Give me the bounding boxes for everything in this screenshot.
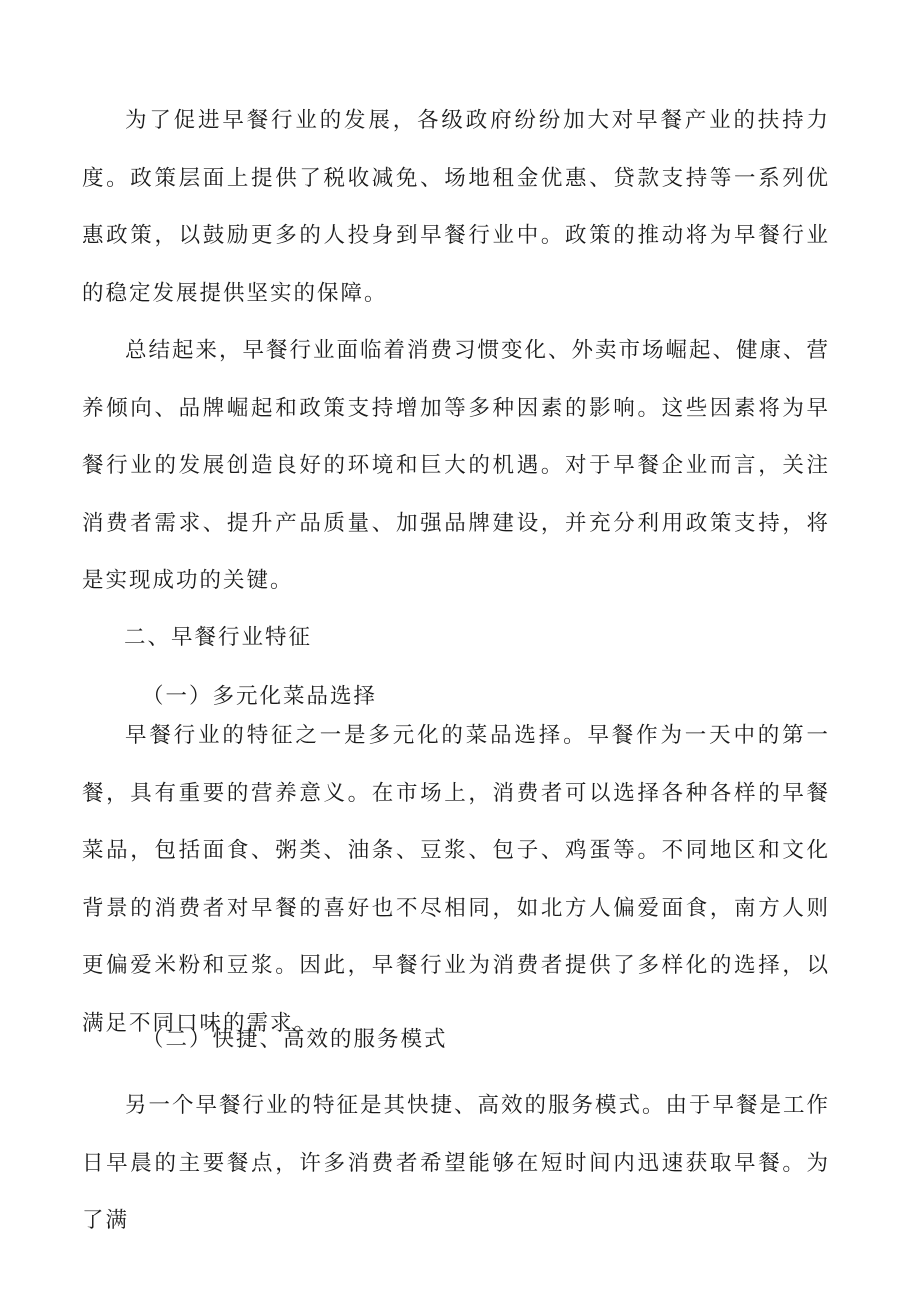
paragraph-fast-service: 另一个早餐行业的特征是其快捷、高效的服务模式。由于早餐是工作日早晨的主要餐点，许多消费者希望能够在短时间内迅速获取早餐。为了满 xyxy=(82,1093,831,1233)
subsection-heading-fast-service: （二）快捷、高效的服务模式 xyxy=(142,1027,448,1052)
subsection-heading-diverse-menu: （一）多元化菜品选择 xyxy=(142,684,378,709)
section-heading-industry-features: 二、早餐行业特征 xyxy=(124,625,313,650)
paragraph-diverse-menu: 早餐行业的特征之一是多元化的菜品选择。早餐作为一天中的第一餐，具有重要的营养意义。在市场上，消费者可以选择各种各样的早餐菜品，包括面食、粥类、油条、豆浆、包子、鸡蛋等。不同地区和文化背景的消费者对早餐的喜好也不尽相同，如北方人偏爱面食，南方人则更偏爱米粉和豆浆。因此，早餐行业为消费者提供了多样化的选择，以满足不同口味的需求。 xyxy=(82,723,830,1036)
paragraph-summary: 总结起来，早餐行业面临着消费习惯变化、外卖市场崛起、健康、营养倾向、品牌崛起和政策支持增加等多种因素的影响。这些因素将为早餐行业的发展创造良好的环境和巨大的机遇。对于早餐企业而言，关注消费者需求、提升产品质量、加强品牌建设，并充分利用政策支持，将是实现成功的关键。 xyxy=(82,338,831,593)
paragraph-policy-support: 为了促进早餐行业的发展，各级政府纷纷加大对早餐产业的扶持力度。政策层面上提供了税收减免、场地租金优惠、贷款支持等一系列优惠政策，以鼓励更多的人投身到早餐行业中。政策的推动将为早餐行业的稳定发展提供坚实的保障。 xyxy=(82,108,830,306)
